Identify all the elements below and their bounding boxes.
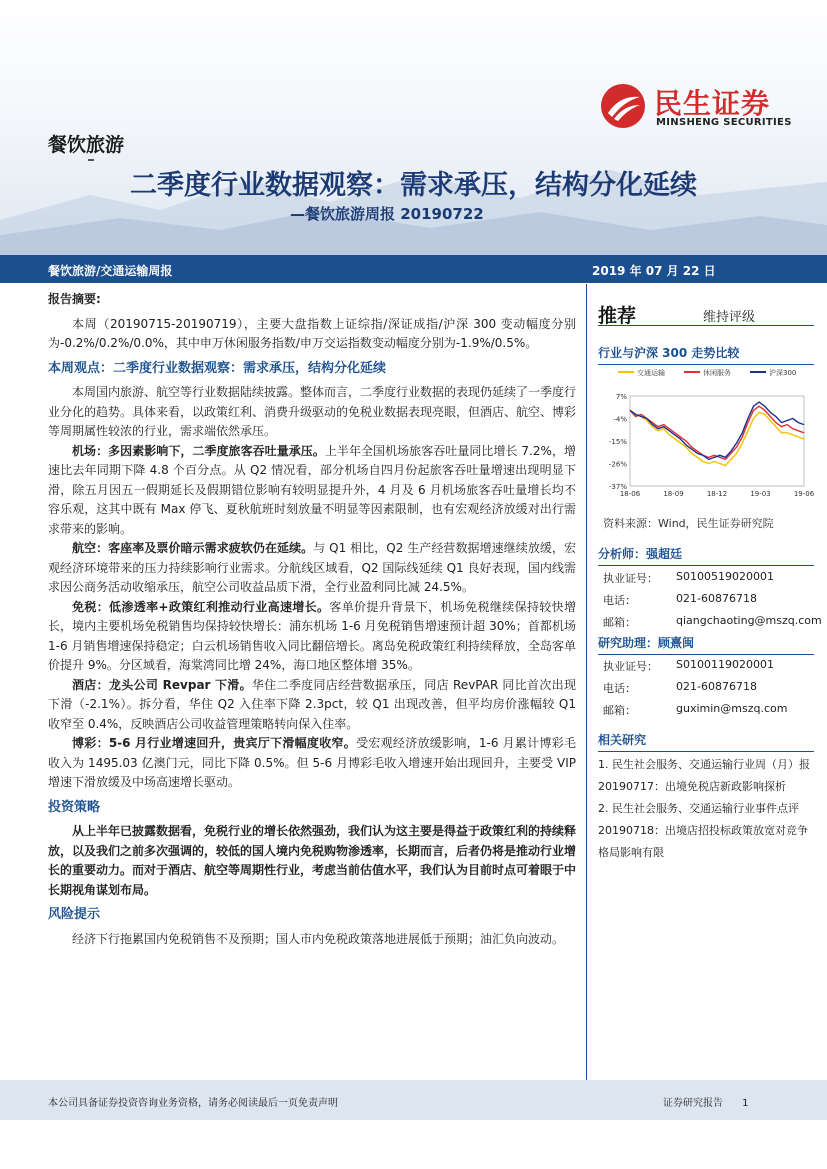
dutyfree-paragraph (48, 598, 576, 676)
hotel-text: 华住二季度同店经营数据承压，同店 RevPAR 同比首次出现下滑（-2.1%）。拆分看，华住 Q2 入住率下降 2.3pct，较 Q1 出现改善，但平均房价涨幅较 Q1 收窄至 0.4%，反映酒店公司收益管理策略转向保入住率。 (48, 677, 576, 731)
risk-heading: 风险提示 (48, 907, 101, 922)
legend-label: 沪深300 (769, 369, 797, 377)
x-tick-label: 18-09 (663, 490, 684, 498)
sector-label: 餐饮旅游 (48, 134, 125, 156)
legend-label: 交通运输 (637, 369, 665, 377)
aviation-head: 航空：客座率及票价暗示需求疲软仍在延续。 (72, 541, 314, 555)
y-tick-label: -37% (608, 483, 627, 491)
summary-heading: 报告摘要: (48, 292, 101, 306)
y-tick-label: -4% (613, 415, 627, 424)
analyst-cert-label: 执业证号： (603, 572, 658, 585)
plot-frame (630, 396, 804, 486)
y-tick-label: -26% (608, 460, 627, 469)
series-line (630, 402, 804, 459)
gaming-text: 受宏观经济放缓影响，1-6 月累计博彩毛收入为 1495.03 亿澳门元，同比下降 0.5%。但 5-6 月博彩毛收入增速开始出现回升，主要受 VIP 增速下滑放缓及中场高速增长驱动。 (48, 736, 577, 789)
analyst-phone: 021-60876718 (676, 592, 757, 605)
header-bar (0, 255, 827, 283)
gaming-paragraph (48, 734, 576, 793)
related-item-2[interactable]: 2. 民生社会服务、交通运输行业事件点评 20190718：出境店招投标政策放宽对竞争格局影响有限 (598, 802, 808, 859)
dutyfree-head: 免税：低渗透率+政策红利推动行业高速增长。 (72, 599, 330, 614)
page-title: 二季度行业数据观察：需求承压，结构分化延续 (130, 170, 697, 201)
y-tick-label: -15% (608, 438, 627, 446)
main-content (48, 290, 576, 949)
related-heading: 相关研究 (598, 731, 814, 752)
summary-text: 本周（20190715-20190719），主要大盘指数上证综指/深证成指/沪深 300 变动幅度分别为-0.2%/0.2%/0.0%，其中申万休闲服务指数/申万交运指数变动幅度分别为-1.9%/0.5%。 (48, 316, 576, 350)
chart-source: 资料来源：Wind，民生证券研究院 (603, 517, 774, 530)
trend-chart (598, 362, 814, 502)
report-category: 餐饮旅游/交通运输周报 (48, 264, 173, 278)
view-heading: 本周观点：二季度行业数据观察：需求承压，结构分化延续 (48, 360, 387, 376)
x-tick-label: 19-06 (793, 490, 814, 498)
footer-report-type (663, 1094, 748, 1109)
page-number: 1 (742, 1098, 749, 1109)
assistant-heading: 研究助理：顾熹闽 (598, 634, 814, 655)
hotel-paragraph (48, 676, 576, 735)
assistant-email[interactable]: guximin@mszq.com (676, 702, 788, 715)
aviation-text: 与 Q1 相比，Q2 生产经营数据增速继续放缓，宏观经济环境带来的压力持续影响行业需求。分航线区域看，Q2 国际线延续 Q1 良好表现，国内线需求因公商务活动收缩承压，航空公司收益品质下滑，全行业盈利同比减 24.5%。 (48, 541, 576, 594)
x-tick-label: 18-06 (619, 490, 641, 498)
rating-label: 维持评级 (703, 310, 756, 325)
assistant-cert: S0100119020001 (676, 658, 774, 671)
footer-disclaimer: 本公司具备证券投资咨询业务资格，请务必阅读最后一页免责声明 (48, 1098, 338, 1109)
hotel-head: 酒店：龙头公司 Revpar 下滑。 (72, 677, 252, 692)
gaming-head: 博彩：5-6 月行业增速回升，贵宾厅下滑幅度收窄。 (72, 736, 357, 750)
risk-text: 经济下行拖累国内免税销售不及预期；国人市内免税政策落地进展低于预期；油汇负向波动。 (72, 931, 565, 946)
view-intro: 本周国内旅游、航空等行业数据陆续披露。整体而言，二季度行业数据的表现仍延续了一季度行业分化的趋势。具体来看，以政策红利、消费升级驱动的免税业数据表现亮眼，但酒店、航空、博彩等周期属性较浓的行业，需求端依然承压。 (48, 385, 577, 438)
x-tick-label: 19-03 (750, 490, 771, 498)
airport-text: 上半年全国机场旅客吞吐量同比增长 7.2%，增速比去年同期下降 4.8 个百分点。从 Q2 情况看，部分机场自四月份起旅客吞吐量增速出现明显下滑，除五月因五一假期延长及假期错位影响有较明显提升外，4 月及 6 月机场旅客吞吐量增长均不容乐观，这其中既有 Max 停飞、夏秋航班时刻放量不明显等因素限制，也有宏观经济放缓对出行需求带来的影响。 (48, 443, 576, 536)
strategy-text: 从上半年已披露数据看，免税行业的增长依然强劲，我们认为这主要是得益于政策红利的持续释放，以及我们之前多次强调的，较低的国人境内免税购物渗透率，长期而言，后者仍将是推动行业增长的重要动力。而对于酒店、航空等周期性行业，考虑当前估值水平，我们认为目前时点可着眼于中长期视角谋划布局。 (48, 824, 577, 897)
y-tick-label: 7% (615, 393, 627, 401)
assistant-phone: 021-60876718 (676, 680, 757, 693)
strategy-heading: 投资策略 (48, 799, 101, 815)
footer-report-type-text: 证券研究报告 (663, 1098, 723, 1109)
airport-paragraph (48, 442, 576, 540)
sector-divider (88, 159, 94, 161)
minsheng-logo-icon (600, 83, 646, 129)
assistant-phone-label: 电话： (603, 682, 636, 695)
logo-text-en: MINSHENG SECURITIES (656, 117, 792, 128)
column-divider (586, 284, 587, 1080)
footer (0, 1080, 827, 1120)
page-subtitle: —餐饮旅游周报 20190722 (290, 205, 484, 223)
aviation-paragraph (48, 539, 576, 598)
related-list (598, 754, 816, 864)
assistant-cert-label: 执业证号： (603, 660, 658, 673)
airport-head: 机场：多因素影响下，二季度旅客吞吐量承压。 (72, 443, 325, 458)
logo-text-cn: 民生证券 (654, 87, 771, 120)
related-item-1[interactable]: 1. 民生社会服务、交通运输行业周（月）报 20190717：出境免税店新政影响探析 (598, 758, 810, 793)
report-date: 2019 年 07 月 22 日 (592, 264, 716, 278)
legend-label: 休闲服务 (703, 369, 731, 377)
analyst-heading: 分析师：强超廷 (598, 545, 814, 566)
analyst-cert: S0100519020001 (676, 570, 774, 583)
x-tick-label: 18-12 (706, 490, 728, 498)
analyst-phone-label: 电话： (603, 594, 636, 607)
recommend-label: 推荐 (598, 305, 637, 327)
analyst-email[interactable]: qiangchaoting@mszq.com (676, 614, 822, 627)
dutyfree-text: 客单价提升背景下，机场免税继续保持较快增长，境内主要机场免税销售均保持较快增长：浦东机场 1-6 月免税销售增速预计超 30%；首都机场 1-6 月销售增速保持稳定；白云机场销售收入同比翻倍增长。离岛免税政策红利持续释放，全岛客单价提升 9%。分区域看，海棠湾同比增 24%，海口地区整体增 35%。 (48, 599, 576, 672)
assistant-email-label: 邮箱： (603, 704, 636, 717)
series-line (630, 406, 804, 459)
chart-title: 行业与沪深 300 走势比较 (598, 325, 814, 365)
analyst-email-label: 邮箱： (603, 616, 636, 629)
